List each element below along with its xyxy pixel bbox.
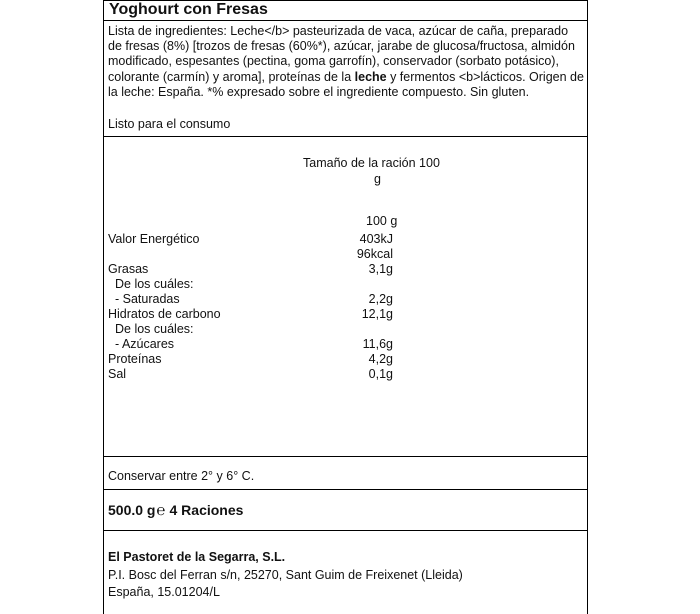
storage-instructions: Conservar entre 2° y 6° C. (108, 469, 255, 483)
nutrition-label: Proteínas (108, 352, 162, 366)
net-divider (104, 530, 587, 531)
net-quantity (108, 502, 243, 519)
nutrition-label: De los cuáles: (115, 322, 194, 336)
nutrition-per-label: 100 g (366, 214, 398, 228)
product-title: Yoghourt con Fresas (109, 1, 268, 18)
nutrition-label: - Azúcares (115, 337, 175, 351)
serving-size-line1: Tamaño de la ración 100 (303, 156, 440, 170)
net-weight: 500.0 g (108, 502, 156, 518)
servings-count: 4 Raciones (169, 502, 244, 518)
nutrition-value: 3,1g (368, 262, 393, 276)
estimated-sign-icon: ℮ (156, 502, 166, 519)
ready-to-eat: Listo para el consumo (108, 117, 231, 131)
nutrition-label: Sal (108, 367, 127, 381)
nutrition-label: Hidratos de carbono (108, 307, 221, 321)
company-address: P.I. Bosc del Ferran s/n, 25270, Sant Guim de Freixenet (Lleida) (108, 568, 463, 582)
nutrition-value: 403kJ (359, 232, 393, 246)
serving-size-line2: g (374, 172, 381, 186)
label-panel (103, 0, 588, 614)
nutrition-divider (104, 456, 587, 457)
company-reference: España, 15.01204/L (108, 585, 220, 599)
ingredients-text (108, 24, 584, 100)
ready-divider (104, 136, 587, 137)
nutrition-value: 4,2g (368, 352, 393, 366)
nutrition-label: - Saturadas (115, 292, 180, 306)
nutrition-label: Grasas (108, 262, 149, 276)
title-divider (104, 20, 587, 21)
ingredients-prefix: Lista de ingredientes: Leche</b> pasteurizada de vaca, azúcar de caña, preparado de fresas (8%) [trozos de fresas (60%*), azúcar, jarabe de glucosa/fructosa, almidón modificado, espesantes (pectina, goma garrofín), conservador (sorbato potásico), colorante (carmín) y aroma], proteínas de la (108, 24, 575, 84)
nutrition-value: 2,2g (368, 292, 393, 306)
nutrition-value: 11,6g (362, 337, 393, 351)
company-name: El Pastoret de la Segarra, S.L. (108, 550, 286, 564)
ingredients-bold: leche (354, 69, 387, 84)
nutrition-value: 96kcal (356, 247, 393, 261)
nutrition-label: Valor Energético (108, 232, 200, 246)
nutrition-label: De los cuáles: (115, 277, 194, 291)
ingredients-suffix: y fermentos <b>lácticos. Origen de la leche: España. *% expresado sobre el ingrediente compuesto. Sin gluten. (108, 69, 584, 99)
storage-divider (104, 489, 587, 490)
nutrition-value: 0,1g (368, 367, 393, 381)
nutrition-value: 12,1g (361, 307, 393, 321)
